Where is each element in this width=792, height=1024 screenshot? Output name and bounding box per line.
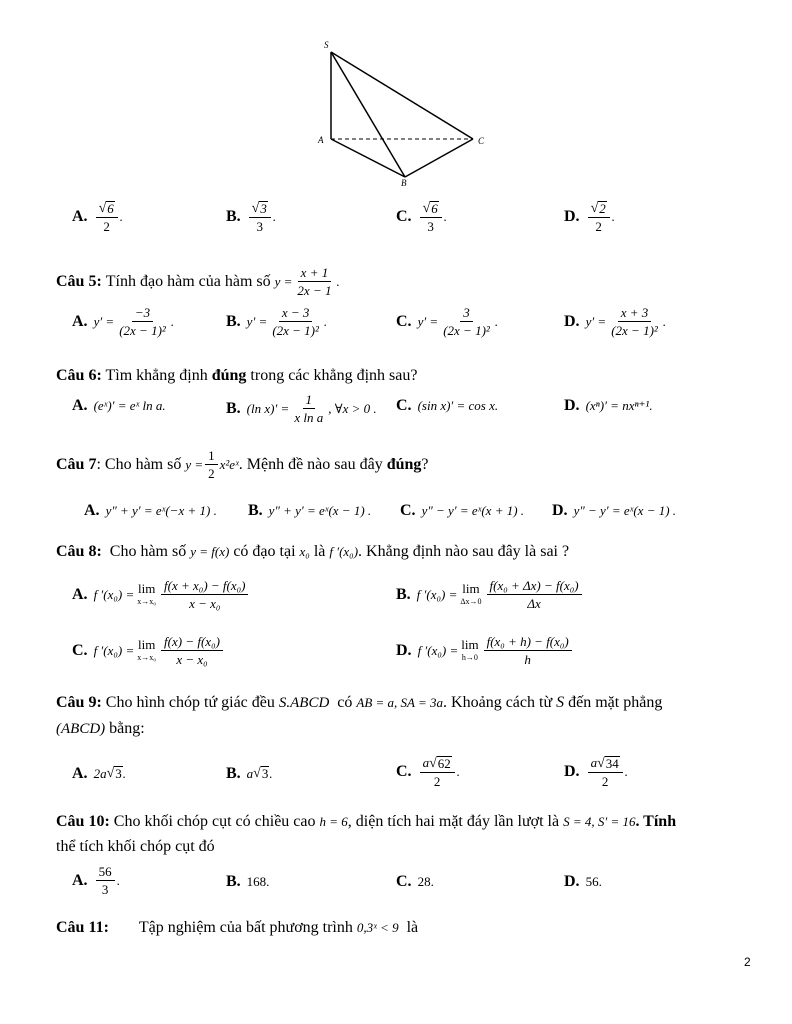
q4-option-a[interactable]: A. √ 6 2 .	[72, 201, 123, 234]
q6-option-a[interactable]: A. (eˣ)′ = eˣ ln a.	[72, 397, 166, 414]
q9-stem-line1: Câu 9: Cho hình chóp tứ giác đều S.ABCD có AB = a, SA = 3a . Khoảng cách từ S đến mặt phẳng	[56, 694, 663, 711]
q9-option-b[interactable]: B. a √ 3 .	[226, 765, 273, 782]
q4-option-c[interactable]: C. √ 6 3 .	[396, 201, 447, 234]
q8-option-d[interactable]: D. f ′(x₀) = lim h→0 $\frac{\text{f(x₀ + h) − f(x₀)}}{h}$	[396, 634, 574, 667]
q6-option-c[interactable]: C. (sin x)′ = cos x.	[396, 397, 499, 414]
q7-option-d[interactable]: D. y″ − y′ = eˣ(x − 1) .	[552, 502, 677, 519]
q10-option-d[interactable]: D. 56.	[564, 873, 602, 890]
q8-option-a[interactable]: A. f ′(x₀) = lim x→x₀ $\frac{\text{f(x + x₀) − f(x₀)}}{\text{x − x₀}}$	[72, 578, 250, 611]
q10-option-b[interactable]: B. 168.	[226, 873, 270, 890]
q9-option-c[interactable]: C. a √ 62 2 .	[396, 755, 460, 789]
label-a: A	[318, 135, 324, 145]
q8-stem: Câu 8: Cho hàm số y = f(x) có đạo tại x₀ là f ′(x₀) . Khẳng định nào sau đây là sai ?	[56, 543, 570, 560]
q5-option-a[interactable]: A. y′ = $\frac{-3}{\text{(2x − 1)²}}$ .	[72, 305, 175, 338]
q10-option-a[interactable]: A. $\frac{56}{3}$ .	[72, 864, 120, 897]
q7-option-a[interactable]: A. y″ + y′ = eˣ(−x + 1) .	[84, 502, 217, 519]
q5-option-c[interactable]: C. y′ = $\frac{3}{\text{(2x − 1)²}}$ .	[396, 305, 499, 338]
q5-stem: Câu 5: Tính đạo hàm của hàm số y = $\frac{x + 1}{2x - 1}$ .	[56, 265, 340, 298]
q9-stem-line2: (ABCD) bằng:	[56, 720, 145, 737]
q8-option-b[interactable]: B. f ′(x₀) = lim Δx→0 $\frac{\text{f(x₀ + Δx) − f(x₀)}}{\Delta x}$	[396, 578, 584, 611]
edge-bc	[405, 139, 473, 177]
q7-option-c[interactable]: C. y″ − y′ = eˣ(x + 1) .	[400, 502, 525, 519]
q4-option-d[interactable]: D. √ 2 2 .	[564, 201, 615, 234]
q10-stem-line1: Câu 10: Cho khối chóp cụt có chiều cao h = 6 , diện tích hai mặt đáy lần lượt là S = 4, S′ = 16 . Tính	[56, 813, 677, 830]
q9-option-d[interactable]: D. a √ 34 2 .	[564, 755, 628, 789]
q8-option-c[interactable]: C. f ′(x₀) = lim x→x₀ $\frac{\text{f(x) − f(x₀)}}{\text{x − x₀}}$	[72, 634, 225, 667]
q7-option-b[interactable]: B. y″ + y′ = eˣ(x − 1) .	[248, 502, 372, 519]
q5-option-d[interactable]: D. y′ = $\frac{x + 3}{\text{(2x − 1)²}}$ .	[564, 305, 667, 338]
q6-option-b[interactable]: B. (ln x)′ = $\frac{1}{\text{x ln a}}$ , ∀x > 0 .	[226, 392, 377, 425]
q9-option-a[interactable]: A. 2a √ 3 .	[72, 765, 126, 782]
q4-option-b[interactable]: B. √ 3 3 .	[226, 201, 277, 234]
q6-option-d[interactable]: D. (xⁿ)′ = nxⁿ⁺¹.	[564, 397, 653, 414]
q10-option-c[interactable]: C. 28.	[396, 873, 434, 890]
pyramid-figure	[300, 38, 500, 193]
q11-stem: Câu 11: Tập nghiệm của bất phương trình 0,3ˣ < 9 là	[56, 919, 419, 936]
q7-stem: Câu 7 : Cho hàm số y = $\frac{1}{2}$ x²eˣ . Mệnh đề nào sau đây đúng ?	[56, 448, 429, 481]
q10-stem-line2: thể tích khối chóp cụt đó	[56, 838, 215, 855]
q6-stem: Câu 6: Tìm khẳng định đúng trong các khẳng định sau?	[56, 367, 418, 384]
q5-option-b[interactable]: B. y′ = $\frac{x - 3}{\text{(2x − 1)²}}$ .	[226, 305, 328, 338]
label-s: S	[324, 40, 329, 50]
label-c: C	[478, 136, 485, 146]
label-b: B	[401, 178, 407, 188]
page-number: 2	[744, 955, 751, 969]
edge-sc	[331, 52, 473, 139]
